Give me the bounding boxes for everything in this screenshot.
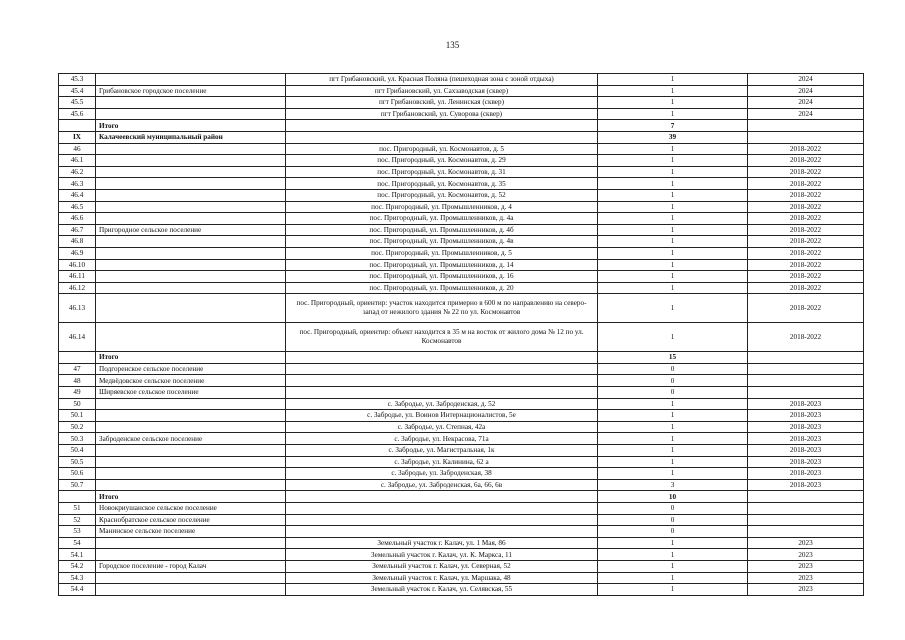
implementation-year-cell: 2023: [748, 572, 864, 584]
object-count-cell: 1: [598, 323, 748, 352]
table-row: [59, 155, 864, 167]
object-address-cell: пгт Грибановский, ул. Сахзаводская (сквер): [286, 85, 598, 97]
table-row: [59, 363, 864, 375]
table-row: [59, 433, 864, 445]
implementation-year-cell: 2018-2023: [748, 479, 864, 491]
row-number-cell: 46.7: [59, 224, 96, 236]
table-row: [59, 560, 864, 572]
object-count-cell: 1: [598, 97, 748, 109]
table-row: [59, 213, 864, 225]
object-count-cell: 1: [598, 213, 748, 225]
settlement-name-cell: Городское поселение - город Калач: [96, 560, 286, 572]
object-count-cell: 0: [598, 363, 748, 375]
table-row: [59, 85, 864, 97]
row-number-cell: 46.3: [59, 178, 96, 190]
object-address-cell: Земельный участок г. Калач, ул. Северная, 52: [286, 560, 598, 572]
object-count-cell: 1: [598, 468, 748, 480]
implementation-year-cell: 2018-2022: [748, 213, 864, 225]
page-number: 135: [445, 40, 460, 50]
table-row: [59, 421, 864, 433]
implementation-year-cell: 2018-2022: [748, 155, 864, 167]
settlement-name-cell: [96, 143, 286, 155]
object-address-cell: с. Забродье, ул. Степная, 42а: [286, 421, 598, 433]
implementation-year-cell: 2018-2022: [748, 271, 864, 283]
row-number-cell: 47: [59, 363, 96, 375]
table-row: [59, 201, 864, 213]
implementation-year-cell: 2018-2023: [748, 456, 864, 468]
implementation-year-cell: [748, 375, 864, 387]
table-row: [59, 323, 864, 352]
implementation-year-cell: 2018-2022: [748, 259, 864, 271]
object-address-cell: [286, 503, 598, 515]
object-address-cell: пос. Пригородный, ул. Промышленников, д. 4а: [286, 213, 598, 225]
implementation-year-cell: 2018-2023: [748, 433, 864, 445]
object-address-cell: [286, 120, 598, 132]
object-address-cell: пгт Грибановский, ул. Суворова (сквер): [286, 108, 598, 120]
settlement-name-cell: [96, 178, 286, 190]
row-number-cell: 45.3: [59, 74, 96, 86]
implementation-year-cell: 2018-2023: [748, 410, 864, 422]
object-address-cell: Земельный участок г. Калач, ул. 1 Мая, 86: [286, 537, 598, 549]
row-number-cell: 50.7: [59, 479, 96, 491]
row-number-cell: 46.4: [59, 189, 96, 201]
settlement-name-cell: [96, 323, 286, 352]
object-address-cell: [286, 375, 598, 387]
object-address-cell: с. Забродье, ул. Магистральная, 1к: [286, 445, 598, 457]
object-address-cell: пгт Грибановский, ул. Красная Поляна (пешеходная зона с зоной отдыха): [286, 74, 598, 86]
implementation-year-cell: 2023: [748, 549, 864, 561]
table-row: [59, 445, 864, 457]
object-count-cell: 1: [598, 247, 748, 259]
settlement-name-cell: [96, 537, 286, 549]
settlement-name-cell: [96, 166, 286, 178]
object-address-cell: Земельный участок г. Калач, ул. Селявская, 55: [286, 584, 598, 596]
row-number-cell: 46.1: [59, 155, 96, 167]
row-number-cell: 50.4: [59, 445, 96, 457]
implementation-year-cell: 2023: [748, 584, 864, 596]
table-row: [59, 178, 864, 190]
implementation-year-cell: 2024: [748, 108, 864, 120]
row-number-cell: 50.1: [59, 410, 96, 422]
object-address-cell: пос. Пригородный, ул. Космонавтов, д. 52: [286, 189, 598, 201]
implementation-year-cell: 2018-2023: [748, 398, 864, 410]
settlement-name-cell: Новокриушанское сельское поселение: [96, 503, 286, 515]
row-number-cell: 54.2: [59, 560, 96, 572]
settlement-name-cell: [96, 479, 286, 491]
object-address-cell: [286, 352, 598, 364]
object-count-cell: 1: [598, 445, 748, 457]
object-count-cell: 1: [598, 166, 748, 178]
settlement-name-cell: [96, 572, 286, 584]
settlement-name-cell: [96, 74, 286, 86]
object-count-cell: 15: [598, 352, 748, 364]
object-address-cell: с. Забродье, ул. Заброденская, д. 52: [286, 398, 598, 410]
object-count-cell: 0: [598, 526, 748, 538]
object-address-cell: [286, 387, 598, 399]
object-count-cell: 1: [598, 572, 748, 584]
settlement-name-cell: Итого: [96, 352, 286, 364]
table-row: [59, 387, 864, 399]
implementation-year-cell: 2018-2022: [748, 201, 864, 213]
row-number-cell: 53: [59, 526, 96, 538]
row-number-cell: 51: [59, 503, 96, 515]
object-count-cell: 0: [598, 375, 748, 387]
object-count-cell: 1: [598, 294, 748, 323]
settlement-name-cell: Ширяевское сельское поселение: [96, 387, 286, 399]
settlement-name-cell: Итого: [96, 120, 286, 132]
settlement-name-cell: Медвёдовское сельское поселение: [96, 375, 286, 387]
row-number-cell: 46.12: [59, 282, 96, 294]
settlement-name-cell: Манинское сельское поселение: [96, 526, 286, 538]
object-address-cell: с. Забродье, ул. Заброденская, 6а, 66, 6в: [286, 479, 598, 491]
object-count-cell: 1: [598, 584, 748, 596]
object-address-cell: пос. Пригородный, ориентир: объект находится в 35 м на восток от жилого дома № 12 по ул. Космонавтов: [286, 323, 598, 352]
object-count-cell: 1: [598, 282, 748, 294]
settlement-name-cell: Грибановское городское поселение: [96, 85, 286, 97]
row-number-cell: 45.5: [59, 97, 96, 109]
table-row: [59, 410, 864, 422]
object-address-cell: [286, 131, 598, 143]
object-address-cell: пос. Пригородный, ул. Космонавтов, д. 35: [286, 178, 598, 190]
implementation-year-cell: 2018-2022: [748, 236, 864, 248]
table-row: [59, 514, 864, 526]
table-row: [59, 503, 864, 515]
row-number-cell: 50: [59, 398, 96, 410]
implementation-year-cell: 2018-2023: [748, 468, 864, 480]
object-count-cell: 1: [598, 259, 748, 271]
implementation-year-cell: 2018-2022: [748, 189, 864, 201]
table-row: [59, 97, 864, 109]
implementation-year-cell: [748, 514, 864, 526]
settlement-name-cell: [96, 189, 286, 201]
object-address-cell: пос. Пригородный, ул. Промышленников, д. 4б: [286, 224, 598, 236]
settlement-name-cell: [96, 97, 286, 109]
object-count-cell: 1: [598, 398, 748, 410]
object-address-cell: Земельный участок г. Калач, ул. К. Маркса, 11: [286, 549, 598, 561]
object-address-cell: пос. Пригородный, ул. Космонавтов, д. 29: [286, 155, 598, 167]
table-row: [59, 259, 864, 271]
object-address-cell: пос. Пригородный, ул. Космонавтов, д. 31: [286, 166, 598, 178]
total-row: [59, 120, 864, 132]
row-number-cell: IX: [59, 131, 96, 143]
settlement-name-cell: [96, 410, 286, 422]
row-number-cell: 50.2: [59, 421, 96, 433]
row-number-cell: 46.9: [59, 247, 96, 259]
object-count-cell: 1: [598, 189, 748, 201]
implementation-year-cell: 2018-2023: [748, 421, 864, 433]
table-row: [59, 549, 864, 561]
settlement-name-cell: [96, 247, 286, 259]
row-number-cell: 46.2: [59, 166, 96, 178]
object-count-cell: 0: [598, 514, 748, 526]
object-count-cell: 3: [598, 479, 748, 491]
row-number-cell: 46.10: [59, 259, 96, 271]
row-number-cell: 54.4: [59, 584, 96, 596]
object-count-cell: 10: [598, 491, 748, 503]
row-number-cell: 54.3: [59, 572, 96, 584]
object-address-cell: пос. Пригородный, ул. Промышленников, д. 5: [286, 247, 598, 259]
row-number-cell: 46.11: [59, 271, 96, 283]
table-row: [59, 224, 864, 236]
implementation-year-cell: 2018-2022: [748, 323, 864, 352]
object-address-cell: пос. Пригородный, ул. Промышленников, д. 4в: [286, 236, 598, 248]
table-row: [59, 189, 864, 201]
settlement-name-cell: [96, 456, 286, 468]
settlement-name-cell: Краснобратское сельское поселение: [96, 514, 286, 526]
settlement-name-cell: [96, 108, 286, 120]
object-count-cell: 1: [598, 421, 748, 433]
implementation-year-cell: 2018-2022: [748, 294, 864, 323]
object-address-cell: пос. Пригородный, ул. Промышленников, д. 20: [286, 282, 598, 294]
row-number-cell: 50.6: [59, 468, 96, 480]
object-count-cell: 1: [598, 155, 748, 167]
object-count-cell: 1: [598, 108, 748, 120]
settlement-name-cell: Заброденское сельское поселение: [96, 433, 286, 445]
settlement-name-cell: Калачеевский муниципальный район: [96, 131, 286, 143]
row-number-cell: 45.4: [59, 85, 96, 97]
implementation-year-cell: 2024: [748, 97, 864, 109]
implementation-year-cell: [748, 491, 864, 503]
table-row: [59, 247, 864, 259]
object-address-cell: пос. Пригородный, ул. Промышленников, д. 14: [286, 259, 598, 271]
table-row: [59, 572, 864, 584]
settlement-name-cell: [96, 294, 286, 323]
implementation-year-cell: [748, 352, 864, 364]
object-address-cell: с. Забродье, ул. Заброденская, 38: [286, 468, 598, 480]
table-row: [59, 271, 864, 283]
table-row: [59, 375, 864, 387]
implementation-year-cell: [748, 120, 864, 132]
implementation-year-cell: 2018-2022: [748, 282, 864, 294]
object-count-cell: 0: [598, 387, 748, 399]
object-address-cell: пос. Пригородный, ориентир: участок находится примерно в 600 м по направлению на северо-запад от нежилого здания № 22 по ул. Космонавтов: [286, 294, 598, 323]
implementation-year-cell: [748, 503, 864, 515]
table-row: [59, 166, 864, 178]
object-count-cell: 1: [598, 224, 748, 236]
implementation-year-cell: 2024: [748, 85, 864, 97]
total-row: [59, 352, 864, 364]
object-address-cell: с. Забродье, ул. Некрасова, 71а: [286, 433, 598, 445]
row-number-cell: 49: [59, 387, 96, 399]
settlement-name-cell: [96, 584, 286, 596]
object-count-cell: 1: [598, 537, 748, 549]
row-number-cell: 46.13: [59, 294, 96, 323]
object-count-cell: 7: [598, 120, 748, 132]
settlement-name-cell: Итого: [96, 491, 286, 503]
object-address-cell: пос. Пригородный, ул. Космонавтов, д. 5: [286, 143, 598, 155]
row-number-cell: 46.8: [59, 236, 96, 248]
row-number-cell: 46.5: [59, 201, 96, 213]
implementation-year-cell: 2018-2023: [748, 445, 864, 457]
object-count-cell: 1: [598, 433, 748, 445]
object-count-cell: 39: [598, 131, 748, 143]
implementation-year-cell: [748, 387, 864, 399]
object-count-cell: 1: [598, 74, 748, 86]
implementation-year-cell: [748, 131, 864, 143]
row-number-cell: 50.3: [59, 433, 96, 445]
table-row: [59, 456, 864, 468]
object-address-cell: Земельный участок г. Калач, ул. Маршака, 48: [286, 572, 598, 584]
object-count-cell: 1: [598, 236, 748, 248]
implementation-year-cell: 2018-2022: [748, 143, 864, 155]
implementation-year-cell: 2024: [748, 74, 864, 86]
object-count-cell: 1: [598, 560, 748, 572]
total-row: [59, 131, 864, 143]
settlement-name-cell: [96, 445, 286, 457]
settlement-name-cell: [96, 236, 286, 248]
table-row: [59, 143, 864, 155]
row-number-cell: 50.5: [59, 456, 96, 468]
settlement-name-cell: [96, 421, 286, 433]
row-number-cell: [59, 120, 96, 132]
object-address-cell: с. Забродье, ул. Воинов Интернационалистов, 5е: [286, 410, 598, 422]
implementation-year-cell: 2018-2022: [748, 247, 864, 259]
table-row: [59, 74, 864, 86]
object-count-cell: 1: [598, 178, 748, 190]
object-count-cell: 1: [598, 549, 748, 561]
object-count-cell: 1: [598, 271, 748, 283]
settlement-name-cell: [96, 259, 286, 271]
object-address-cell: [286, 491, 598, 503]
implementation-year-cell: 2018-2022: [748, 178, 864, 190]
implementation-year-cell: 2023: [748, 560, 864, 572]
object-address-cell: пос. Пригородный, ул. Промышленников, д. 16: [286, 271, 598, 283]
object-count-cell: 1: [598, 85, 748, 97]
row-number-cell: 46.6: [59, 213, 96, 225]
object-address-cell: пгт Грибановский, ул. Ленинская (сквер): [286, 97, 598, 109]
settlement-name-cell: [96, 271, 286, 283]
row-number-cell: 54: [59, 537, 96, 549]
table-row: [59, 108, 864, 120]
object-count-cell: 1: [598, 410, 748, 422]
row-number-cell: [59, 491, 96, 503]
total-row: [59, 491, 864, 503]
implementation-year-cell: [748, 363, 864, 375]
object-count-cell: 0: [598, 503, 748, 515]
improvement-objects-table: [58, 73, 864, 596]
settlement-name-cell: [96, 549, 286, 561]
row-number-cell: 45.6: [59, 108, 96, 120]
settlement-name-cell: [96, 155, 286, 167]
table-row: [59, 282, 864, 294]
table-row: [59, 468, 864, 480]
settlement-name-cell: [96, 201, 286, 213]
table-row: [59, 526, 864, 538]
object-count-cell: 1: [598, 201, 748, 213]
settlement-name-cell: [96, 282, 286, 294]
settlement-name-cell: Пригородное сельское поселение: [96, 224, 286, 236]
row-number-cell: 46: [59, 143, 96, 155]
object-count-cell: 1: [598, 143, 748, 155]
row-number-cell: 48: [59, 375, 96, 387]
object-address-cell: с. Забродье, ул. Калинина, 62 а: [286, 456, 598, 468]
row-number-cell: 46.14: [59, 323, 96, 352]
row-number-cell: [59, 352, 96, 364]
table-row: [59, 398, 864, 410]
table-row: [59, 537, 864, 549]
implementation-year-cell: 2018-2022: [748, 166, 864, 178]
implementation-year-cell: 2023: [748, 537, 864, 549]
object-count-cell: 1: [598, 456, 748, 468]
table-row: [59, 584, 864, 596]
object-address-cell: [286, 526, 598, 538]
table-row: [59, 294, 864, 323]
object-address-cell: [286, 363, 598, 375]
implementation-year-cell: 2018-2022: [748, 224, 864, 236]
object-address-cell: [286, 514, 598, 526]
settlement-name-cell: Подгоренское сельское поселение: [96, 363, 286, 375]
settlement-name-cell: [96, 398, 286, 410]
implementation-year-cell: [748, 526, 864, 538]
table-row: [59, 236, 864, 248]
object-address-cell: пос. Пригородный, ул. Промышленников, д. 4: [286, 201, 598, 213]
table-row: [59, 479, 864, 491]
settlement-name-cell: [96, 468, 286, 480]
row-number-cell: 54.1: [59, 549, 96, 561]
row-number-cell: 52: [59, 514, 96, 526]
settlement-name-cell: [96, 213, 286, 225]
